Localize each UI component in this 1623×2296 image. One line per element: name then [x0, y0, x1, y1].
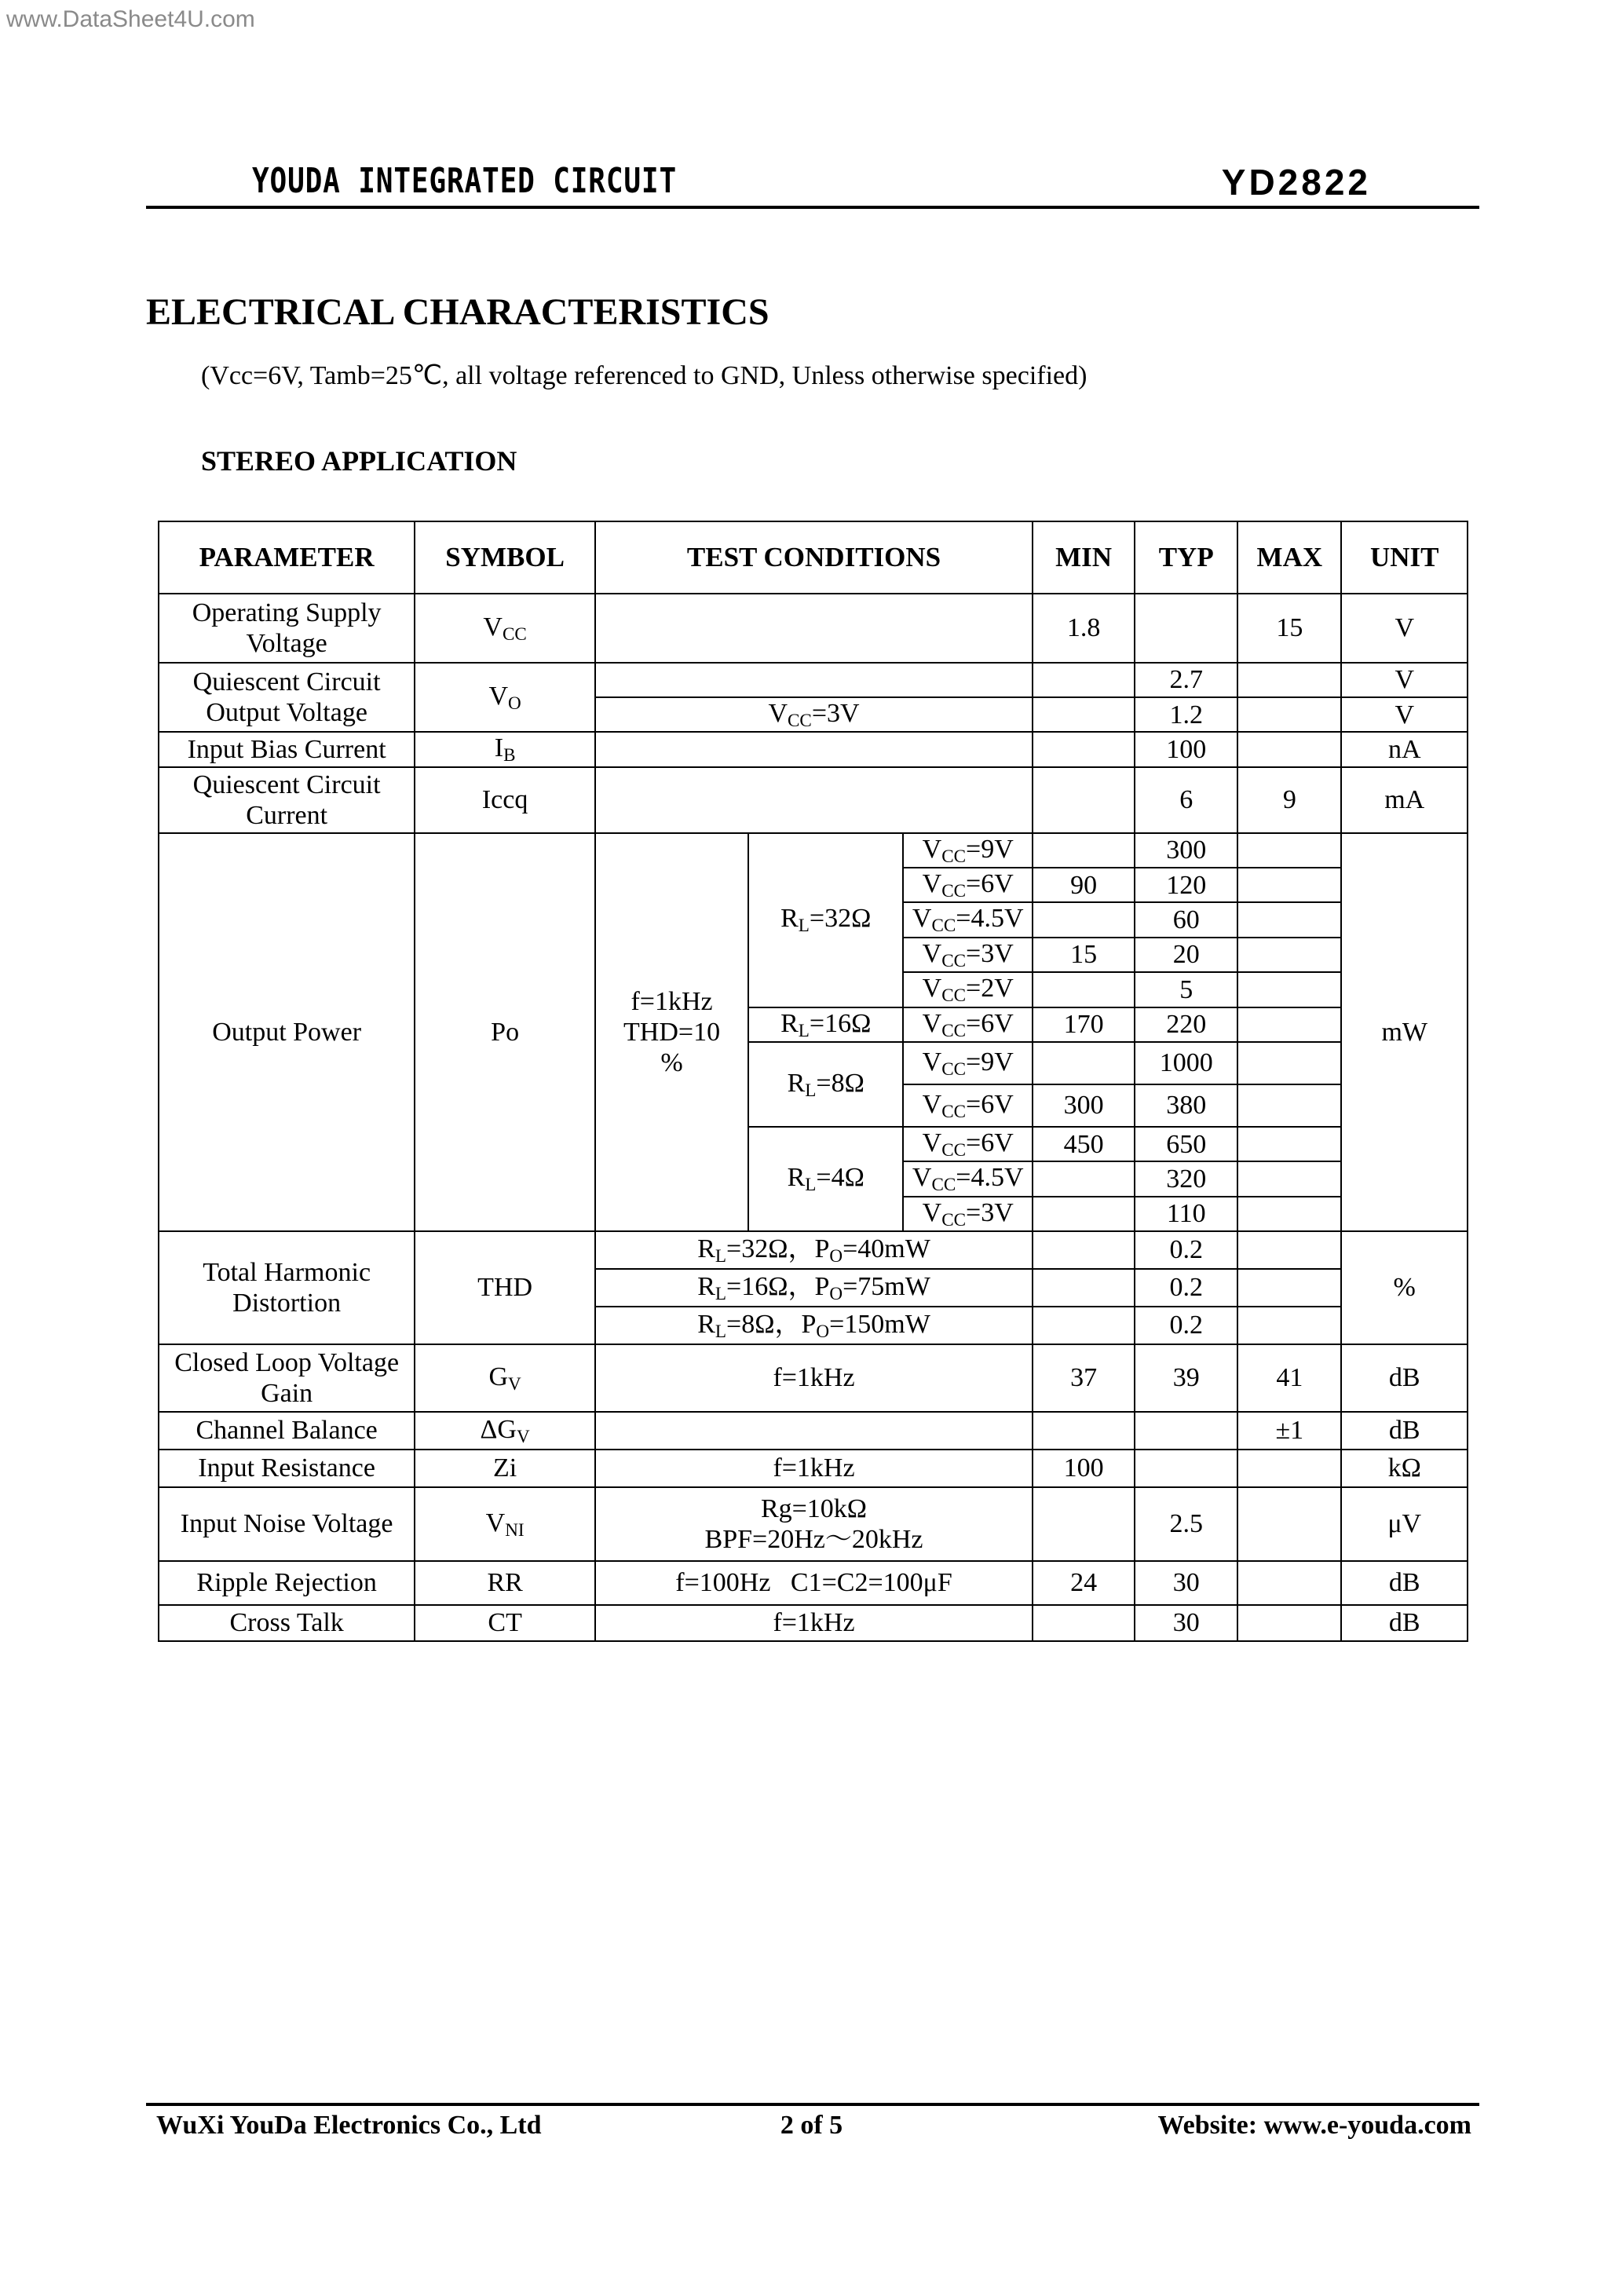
cell-max [1237, 833, 1341, 868]
cell-typ: 1000 [1135, 1042, 1237, 1084]
cell-vcc: $V_{CC}=6V$ [903, 1084, 1033, 1127]
cell-symbol: THD [415, 1231, 595, 1344]
cell-max [1237, 1450, 1341, 1487]
cell-min [1033, 767, 1135, 833]
cell-symbol: $V_O$ [415, 663, 595, 732]
cell-max [1237, 972, 1341, 1007]
cell-vcc: $V_{CC}=9V$ [903, 1042, 1033, 1084]
table-row [159, 1450, 1468, 1487]
table-row [159, 1231, 1468, 1269]
cell-min [1033, 732, 1135, 766]
cell-param: Channel Balance [159, 1412, 415, 1450]
cell-vcc: $V_{CC}=2V$ [903, 972, 1033, 1007]
col-test-conditions: TEST CONDITIONS [595, 521, 1033, 594]
cell-max [1237, 1605, 1341, 1641]
cell-typ: 30 [1135, 1605, 1237, 1641]
cell-min [1033, 1197, 1135, 1231]
cell-min [1033, 1605, 1135, 1641]
cell-max [1237, 1084, 1341, 1127]
cell-max [1237, 1487, 1341, 1561]
cell-typ: 650 [1135, 1127, 1237, 1161]
cell-max [1237, 663, 1341, 697]
footer-company: WuXi YouDa Electronics Co., Ltd [156, 2111, 542, 2140]
cell-max [1237, 1561, 1341, 1605]
cell-min [1033, 1161, 1135, 1196]
cell-typ: 120 [1135, 868, 1237, 902]
cell-unit: mW [1341, 833, 1468, 1231]
cell-typ [1135, 1412, 1237, 1450]
cell-cond [595, 767, 1033, 833]
cell-cond: f=1kHz [595, 1450, 1033, 1487]
cell-max [1237, 732, 1341, 766]
cell-max [1237, 697, 1341, 732]
cell-min: 37 [1033, 1344, 1135, 1412]
page-header [146, 161, 1477, 208]
cell-min: 100 [1033, 1450, 1135, 1487]
cell-typ: 2.5 [1135, 1487, 1237, 1561]
cell-rl: $R_L=4\Omega$ [748, 1127, 903, 1231]
cell-symbol: Po [415, 833, 595, 1231]
cell-min [1033, 663, 1135, 697]
cell-unit: nA [1341, 732, 1468, 766]
cell-max [1237, 938, 1341, 972]
cell-typ: 0.2 [1135, 1231, 1237, 1269]
cell-cond: f=1kHz [595, 1605, 1033, 1641]
cell-typ: 100 [1135, 732, 1237, 766]
cell-min [1033, 1307, 1135, 1344]
cell-min: 1.8 [1033, 594, 1135, 663]
cell-max [1237, 1161, 1341, 1196]
col-typ: TYP [1135, 521, 1237, 594]
cell-typ: 5 [1135, 972, 1237, 1007]
cell-symbol: CT [415, 1605, 595, 1641]
table-header-row [159, 521, 1468, 594]
cell-symbol: Zi [415, 1450, 595, 1487]
cell-symbol: $I_B$ [415, 732, 595, 766]
cell-cond-f: f=1kHz THD=10 % [595, 833, 748, 1231]
test-conditions-note: (Vcc=6V, Tamb=25℃, all voltage referenced to GND, Unless otherwise specified) [201, 361, 1087, 390]
cell-cond [595, 732, 1033, 766]
cell-unit: V [1341, 594, 1468, 663]
cell-max [1237, 868, 1341, 902]
cell-min: 24 [1033, 1561, 1135, 1605]
cell-min [1033, 902, 1135, 937]
cell-max [1237, 1307, 1341, 1344]
cell-max [1237, 1007, 1341, 1042]
watermark: www.DataSheet4U.com [6, 6, 255, 32]
cell-min [1033, 1042, 1135, 1084]
cell-min [1033, 833, 1135, 868]
cell-cond: f=1kHz [595, 1344, 1033, 1412]
cell-param: Input Noise Voltage [159, 1487, 415, 1561]
table-row [159, 1412, 1468, 1450]
cell-cond: f=100Hz C1=C2=100μF [595, 1561, 1033, 1605]
col-min: MIN [1033, 521, 1135, 594]
cell-typ: 320 [1135, 1161, 1237, 1196]
cell-typ: 30 [1135, 1561, 1237, 1605]
cell-param: Cross Talk [159, 1605, 415, 1641]
cell-typ: 20 [1135, 938, 1237, 972]
cell-unit: V [1341, 697, 1468, 732]
cell-max [1237, 1269, 1341, 1307]
cell-typ: 110 [1135, 1197, 1237, 1231]
cell-unit: dB [1341, 1605, 1468, 1641]
cell-unit: V [1341, 663, 1468, 697]
header-rule [146, 206, 1479, 209]
cell-cond [595, 594, 1033, 663]
cell-max [1237, 1042, 1341, 1084]
cell-unit: dB [1341, 1412, 1468, 1450]
cell-param: Input Resistance [159, 1450, 415, 1487]
cell-symbol: $G_V$ [415, 1344, 595, 1412]
table-row [159, 1561, 1468, 1605]
cell-typ: 2.7 [1135, 663, 1237, 697]
cell-max: 15 [1237, 594, 1341, 663]
cell-min [1033, 1231, 1135, 1269]
cell-vcc: $V_{CC}=4.5V$ [903, 902, 1033, 937]
footer-website: Website: www.e-youda.com [1157, 2111, 1471, 2140]
col-max: MAX [1237, 521, 1341, 594]
cell-min: 15 [1033, 938, 1135, 972]
table-row [159, 1344, 1468, 1412]
cell-typ [1135, 1450, 1237, 1487]
cell-unit: % [1341, 1231, 1468, 1344]
cell-max [1237, 1231, 1341, 1269]
cell-vcc: $V_{CC}=3V$ [903, 1197, 1033, 1231]
cell-max: 9 [1237, 767, 1341, 833]
cell-symbol: $\Delta G_V$ [415, 1412, 595, 1450]
cell-cond: Rg=10kΩ BPF=20Hz～20kHz [595, 1487, 1033, 1561]
cell-typ: 1.2 [1135, 697, 1237, 732]
cell-vcc: $V_{CC}=3V$ [903, 938, 1033, 972]
page-title: ELECTRICAL CHARACTERISTICS [146, 291, 769, 333]
cell-rl: $R_L=32\Omega$ [748, 833, 903, 1007]
cell-min: 90 [1033, 868, 1135, 902]
cell-param: Ripple Rejection [159, 1561, 415, 1605]
cell-min [1033, 1487, 1135, 1561]
cell-typ: 380 [1135, 1084, 1237, 1127]
cell-max [1237, 902, 1341, 937]
cell-unit: μV [1341, 1487, 1468, 1561]
cell-typ: 6 [1135, 767, 1237, 833]
table-row [159, 767, 1468, 833]
cell-rl: $R_L=16\Omega$ [748, 1007, 903, 1042]
cell-typ: 220 [1135, 1007, 1237, 1042]
cell-cond: $R_L=16\Omega$，$P_O=75mW$ [595, 1269, 1033, 1307]
page-number: 2 of 5 [780, 2111, 843, 2140]
col-unit: UNIT [1341, 521, 1468, 594]
table-row [159, 594, 1468, 663]
col-parameter: PARAMETER [159, 521, 415, 594]
cell-param: Quiescent Circuit Current [159, 767, 415, 833]
cell-min: 170 [1033, 1007, 1135, 1042]
cell-symbol: $V_{NI}$ [415, 1487, 595, 1561]
cell-typ [1135, 594, 1237, 663]
cell-max [1237, 1197, 1341, 1231]
table-row [159, 663, 1468, 697]
cell-param: Quiescent Circuit Output Voltage [159, 663, 415, 732]
electrical-characteristics-table [158, 521, 1468, 1642]
cell-max: ±1 [1237, 1412, 1341, 1450]
cell-cond: $R_L=32\Omega$，$P_O=40mW$ [595, 1231, 1033, 1269]
cell-typ: 39 [1135, 1344, 1237, 1412]
cell-unit: mA [1341, 767, 1468, 833]
cell-min [1033, 1412, 1135, 1450]
cell-symbol: $V_{CC}$ [415, 594, 595, 663]
cell-param: Total Harmonic Distortion [159, 1231, 415, 1344]
table-row [159, 833, 1468, 868]
cell-unit: dB [1341, 1344, 1468, 1412]
cell-param: Input Bias Current [159, 732, 415, 766]
cell-unit: dB [1341, 1561, 1468, 1605]
cell-param: Closed Loop Voltage Gain [159, 1344, 415, 1412]
col-symbol: SYMBOL [415, 521, 595, 594]
cell-vcc: $V_{CC}=6V$ [903, 868, 1033, 902]
section-title: STEREO APPLICATION [201, 445, 517, 477]
cell-symbol: Iccq [415, 767, 595, 833]
cell-min [1033, 972, 1135, 1007]
cell-vcc: $V_{CC}=4.5V$ [903, 1161, 1033, 1196]
cell-min: 300 [1033, 1084, 1135, 1127]
cell-symbol: RR [415, 1561, 595, 1605]
cell-param: Output Power [159, 833, 415, 1231]
cell-vcc: $V_{CC}=6V$ [903, 1127, 1033, 1161]
footer-rule [146, 2103, 1479, 2106]
cell-min [1033, 697, 1135, 732]
cell-rl: $R_L=8\Omega$ [748, 1042, 903, 1127]
cell-cond: $R_L=8\Omega$，$P_O=150mW$ [595, 1307, 1033, 1344]
cell-min: 450 [1033, 1127, 1135, 1161]
table-row [159, 1487, 1468, 1561]
cell-typ: 300 [1135, 833, 1237, 868]
cell-cond [595, 663, 1033, 697]
part-number: YD2822 [1221, 162, 1371, 203]
cell-max [1237, 1127, 1341, 1161]
company-name: YOUDA INTEGRATED CIRCUIT [252, 161, 678, 201]
cell-typ: 60 [1135, 902, 1237, 937]
cell-unit: kΩ [1341, 1450, 1468, 1487]
cell-cond [595, 1412, 1033, 1450]
cell-typ: 0.2 [1135, 1269, 1237, 1307]
cell-typ: 0.2 [1135, 1307, 1237, 1344]
cell-cond: $V_{CC}=3V$ [595, 697, 1033, 732]
cell-param: Operating Supply Voltage [159, 594, 415, 663]
cell-max: 41 [1237, 1344, 1341, 1412]
cell-vcc: $V_{CC}=9V$ [903, 833, 1033, 868]
table-row [159, 732, 1468, 766]
table-row [159, 1605, 1468, 1641]
cell-min [1033, 1269, 1135, 1307]
cell-vcc: $V_{CC}=6V$ [903, 1007, 1033, 1042]
